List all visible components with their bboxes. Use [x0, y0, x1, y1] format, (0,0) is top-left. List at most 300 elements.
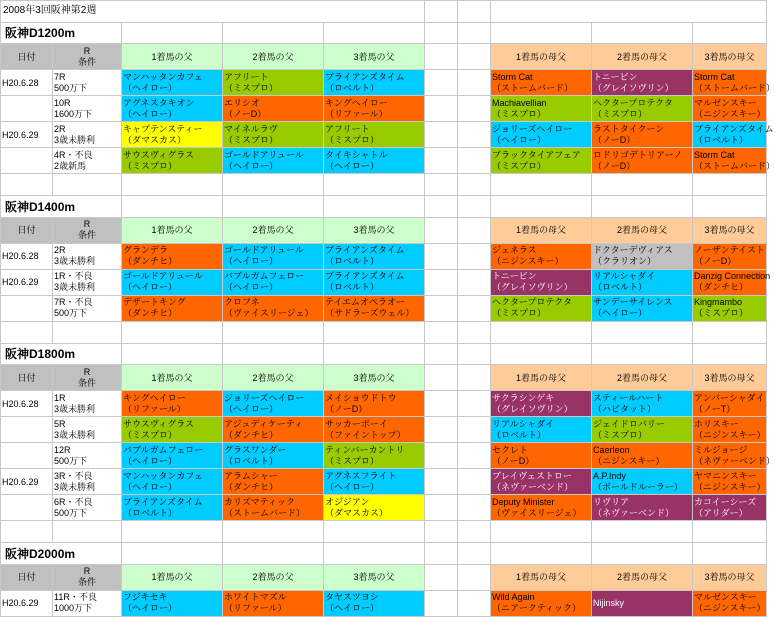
- empty-cell[interactable]: [122, 174, 223, 196]
- dam-cell[interactable]: [592, 295, 693, 321]
- header-dam2[interactable]: 2着馬の母父: [592, 365, 693, 391]
- dam-cell[interactable]: [491, 148, 592, 174]
- sire-cell[interactable]: [324, 70, 425, 96]
- sire-name: カリズマティック: [224, 496, 295, 507]
- empty-cell[interactable]: [458, 543, 491, 565]
- header-date[interactable]: 日付: [1, 365, 53, 391]
- empty-cell[interactable]: [223, 343, 324, 365]
- dam-name: ブラックタイアフェア: [492, 149, 581, 160]
- empty-cell[interactable]: [491, 196, 592, 218]
- empty-cell[interactable]: [458, 196, 491, 218]
- race-info[interactable]: [53, 417, 122, 443]
- empty-cell[interactable]: [53, 321, 122, 343]
- race-class: 500万下: [54, 455, 88, 466]
- sire-cell[interactable]: [324, 96, 425, 122]
- sire-cell[interactable]: [122, 148, 223, 174]
- empty-cell[interactable]: [425, 469, 458, 495]
- empty-cell[interactable]: [458, 443, 491, 469]
- empty-cell[interactable]: [693, 321, 767, 343]
- sire-cell[interactable]: [324, 295, 425, 321]
- sire-name: ゴールドアリュール: [123, 271, 203, 282]
- sire-line: （ロベルト）: [325, 282, 380, 293]
- empty-cell[interactable]: [122, 343, 223, 365]
- empty-cell[interactable]: [122, 321, 223, 343]
- header-dam1[interactable]: 1着馬の母父: [491, 365, 592, 391]
- header-race[interactable]: [53, 564, 122, 590]
- race-class: 2歳新馬: [54, 160, 87, 171]
- sire-cell[interactable]: [122, 443, 223, 469]
- race-date[interactable]: H20.6.28: [1, 391, 53, 417]
- header-dam3[interactable]: 3着馬の母父: [693, 564, 767, 590]
- empty-cell[interactable]: [458, 495, 491, 521]
- empty-cell[interactable]: [425, 495, 458, 521]
- header-date[interactable]: 日付: [1, 217, 53, 243]
- empty-cell[interactable]: [693, 196, 767, 218]
- dam-cell[interactable]: [592, 495, 693, 521]
- race-number: 7R・不良: [54, 297, 93, 308]
- empty-cell[interactable]: [425, 96, 458, 122]
- sire-cell[interactable]: [122, 70, 223, 96]
- empty-cell[interactable]: [458, 365, 491, 391]
- empty-cell[interactable]: [458, 590, 491, 616]
- empty-cell[interactable]: [491, 543, 592, 565]
- empty-cell[interactable]: [458, 243, 491, 269]
- sire-name: アグネスタキオン: [123, 97, 195, 108]
- empty-cell[interactable]: [458, 122, 491, 148]
- empty-cell[interactable]: [491, 321, 592, 343]
- empty-cell[interactable]: [425, 343, 458, 365]
- empty-cell[interactable]: [592, 343, 693, 365]
- empty-cell[interactable]: [458, 217, 491, 243]
- dam-name: ドクターデヴィアス: [593, 245, 673, 256]
- sire-cell[interactable]: [122, 417, 223, 443]
- empty-cell[interactable]: [425, 44, 458, 70]
- header-dam1[interactable]: 1着馬の母父: [491, 217, 592, 243]
- sire-cell[interactable]: [324, 122, 425, 148]
- dam-cell[interactable]: [491, 269, 592, 295]
- sire-cell[interactable]: [223, 148, 324, 174]
- empty-cell[interactable]: [425, 543, 458, 565]
- section-title[interactable]: 阪神D1400m: [1, 196, 122, 218]
- empty-cell[interactable]: [458, 148, 491, 174]
- empty-cell[interactable]: [1, 321, 53, 343]
- header-sire2[interactable]: 2着馬の父: [223, 217, 324, 243]
- empty-cell[interactable]: [458, 70, 491, 96]
- empty-cell[interactable]: [324, 196, 425, 218]
- dam-cell[interactable]: [592, 148, 693, 174]
- empty-cell[interactable]: [1, 521, 53, 543]
- empty-cell[interactable]: [425, 391, 458, 417]
- section-title[interactable]: 阪神D2000m: [1, 543, 122, 565]
- empty-cell[interactable]: [425, 217, 458, 243]
- empty-cell[interactable]: [223, 321, 324, 343]
- empty-cell[interactable]: [491, 22, 592, 44]
- dam-cell[interactable]: [693, 243, 767, 269]
- dam-cell[interactable]: [693, 391, 767, 417]
- empty-cell[interactable]: [491, 1, 767, 23]
- sheet-title[interactable]: 2008年3回阪神第2週: [1, 1, 425, 23]
- dam-cell[interactable]: [491, 122, 592, 148]
- race-info[interactable]: [53, 295, 122, 321]
- dam-cell[interactable]: [491, 417, 592, 443]
- dam-cell[interactable]: [693, 469, 767, 495]
- sire-line: （ミスプロ）: [123, 160, 178, 171]
- empty-cell[interactable]: [458, 295, 491, 321]
- dam-name: ブライアンズタイム: [694, 123, 774, 134]
- sire-line: （リファール）: [224, 603, 287, 614]
- sire-cell[interactable]: [223, 122, 324, 148]
- header-sire1[interactable]: 1着馬の父: [122, 365, 223, 391]
- empty-cell[interactable]: [458, 391, 491, 417]
- empty-cell[interactable]: [122, 196, 223, 218]
- race-info[interactable]: [53, 269, 122, 295]
- race-date[interactable]: H20.6.29: [1, 269, 53, 295]
- dam-name: リヴリア: [593, 496, 630, 507]
- dam-cell[interactable]: [592, 443, 693, 469]
- race-number: 5R: [54, 418, 66, 429]
- blank-row: [1, 174, 767, 196]
- dam-cell[interactable]: [592, 243, 693, 269]
- dam-line: （ミスプロ）: [492, 308, 547, 319]
- race-info[interactable]: [53, 243, 122, 269]
- empty-cell[interactable]: [458, 44, 491, 70]
- dam-cell[interactable]: [693, 417, 767, 443]
- dam-line: （ネヴァーベンド）: [694, 455, 775, 466]
- race-date[interactable]: [1, 443, 53, 469]
- race-date[interactable]: [1, 295, 53, 321]
- empty-cell[interactable]: [425, 174, 458, 196]
- dam-cell[interactable]: [592, 96, 693, 122]
- race-date[interactable]: [1, 96, 53, 122]
- empty-cell[interactable]: [458, 1, 491, 23]
- empty-cell[interactable]: [53, 521, 122, 543]
- sire-cell[interactable]: [223, 495, 324, 521]
- empty-cell[interactable]: [122, 22, 223, 44]
- empty-cell[interactable]: [425, 243, 458, 269]
- empty-cell[interactable]: [223, 543, 324, 565]
- dam-line: （ストームバード）: [694, 160, 775, 171]
- dam-cell[interactable]: [693, 495, 767, 521]
- empty-cell[interactable]: [458, 174, 491, 196]
- sire-cell[interactable]: [324, 243, 425, 269]
- race-info[interactable]: [53, 443, 122, 469]
- empty-cell[interactable]: [458, 521, 491, 543]
- empty-cell[interactable]: [223, 521, 324, 543]
- sire-cell[interactable]: [324, 590, 425, 616]
- dam-cell[interactable]: [693, 590, 767, 616]
- sire-cell[interactable]: [223, 391, 324, 417]
- dam-name: ジェネラス: [492, 245, 537, 256]
- race-info[interactable]: [53, 495, 122, 521]
- header-race[interactable]: [53, 44, 122, 70]
- empty-cell[interactable]: [324, 343, 425, 365]
- header-sire3[interactable]: 3着馬の父: [324, 365, 425, 391]
- sire-cell[interactable]: [223, 469, 324, 495]
- dam-cell[interactable]: [491, 70, 592, 96]
- header-sire3[interactable]: 3着馬の父: [324, 564, 425, 590]
- race-date[interactable]: H20.6.29: [1, 469, 53, 495]
- header-date[interactable]: 日付: [1, 564, 53, 590]
- empty-cell[interactable]: [592, 521, 693, 543]
- sire-cell[interactable]: [324, 443, 425, 469]
- dam-line: （ニアークティック）: [492, 603, 582, 614]
- race-number: 10R: [54, 97, 71, 108]
- sire-line: （ダンチヒ）: [224, 429, 279, 440]
- sire-cell[interactable]: [122, 122, 223, 148]
- header-r: R: [83, 45, 91, 56]
- header-sire3[interactable]: 3着馬の父: [324, 217, 425, 243]
- dam-name: Danzig Connection: [694, 271, 771, 282]
- header-sire2[interactable]: 2着馬の父: [223, 44, 324, 70]
- empty-cell[interactable]: [324, 174, 425, 196]
- dam-cell[interactable]: [491, 243, 592, 269]
- header-dam2[interactable]: 2着馬の母父: [592, 564, 693, 590]
- header-dam3[interactable]: 3着馬の母父: [693, 365, 767, 391]
- sire-line: （ミスプロ）: [123, 429, 178, 440]
- sire-cell[interactable]: [324, 148, 425, 174]
- header-sire3[interactable]: 3着馬の父: [324, 44, 425, 70]
- empty-cell[interactable]: [223, 196, 324, 218]
- race-date[interactable]: [1, 417, 53, 443]
- sire-line: （ロベルト）: [224, 455, 279, 466]
- empty-cell[interactable]: [458, 96, 491, 122]
- empty-cell[interactable]: [693, 543, 767, 565]
- sire-name: テイエムオペラオー: [325, 297, 406, 308]
- race-date[interactable]: [1, 495, 53, 521]
- empty-cell[interactable]: [425, 22, 458, 44]
- sire-cell[interactable]: [122, 96, 223, 122]
- empty-cell[interactable]: [458, 417, 491, 443]
- header-dam3[interactable]: 3着馬の母父: [693, 44, 767, 70]
- dam-name: ロドリゴデトリアーノ: [593, 149, 683, 160]
- empty-cell[interactable]: [458, 22, 491, 44]
- empty-cell[interactable]: [122, 543, 223, 565]
- race-info[interactable]: [53, 96, 122, 122]
- sire-cell[interactable]: [223, 70, 324, 96]
- dam-cell[interactable]: [693, 443, 775, 469]
- empty-cell[interactable]: [425, 1, 458, 23]
- empty-cell[interactable]: [425, 295, 458, 321]
- empty-cell[interactable]: [592, 22, 693, 44]
- dam-line: （ネヴァーベンド）: [593, 507, 674, 518]
- dam-cell[interactable]: [693, 295, 767, 321]
- sire-cell[interactable]: [223, 269, 324, 295]
- sire-cell[interactable]: [324, 269, 425, 295]
- dam-cell[interactable]: [592, 469, 693, 495]
- header-race[interactable]: [53, 365, 122, 391]
- sire-cell[interactable]: [122, 590, 223, 616]
- empty-cell[interactable]: [592, 174, 693, 196]
- dam-cell[interactable]: [491, 96, 592, 122]
- dam-line: （グレイソヴリン）: [492, 282, 573, 293]
- empty-cell[interactable]: [1, 174, 53, 196]
- dam-cell[interactable]: [491, 443, 592, 469]
- empty-cell[interactable]: [592, 321, 693, 343]
- empty-cell[interactable]: [425, 196, 458, 218]
- sire-name: ジョリーズヘイロー: [224, 392, 305, 403]
- dam-cell[interactable]: [491, 391, 592, 417]
- blank-row: [1, 521, 767, 543]
- sire-cell[interactable]: [223, 590, 324, 616]
- race-row: [1, 495, 767, 521]
- empty-cell[interactable]: [491, 521, 592, 543]
- sire-line: （ヘイロー）: [123, 481, 178, 492]
- header-dam2[interactable]: 2着馬の母父: [592, 217, 693, 243]
- empty-cell[interactable]: [425, 564, 458, 590]
- section-title-row: [1, 543, 767, 565]
- header-dam2[interactable]: 2着馬の母父: [592, 44, 693, 70]
- section-title[interactable]: 阪神D1800m: [1, 343, 122, 365]
- empty-cell[interactable]: [324, 521, 425, 543]
- empty-cell[interactable]: [491, 174, 592, 196]
- dam-line: （アリダー）: [694, 507, 748, 518]
- dam-cell[interactable]: [592, 122, 693, 148]
- sire-line: （リファール）: [123, 403, 186, 414]
- empty-cell[interactable]: [223, 174, 324, 196]
- empty-cell[interactable]: [324, 321, 425, 343]
- dam-cell[interactable]: [693, 70, 775, 96]
- sire-cell[interactable]: [122, 469, 223, 495]
- dam-name: ノーザンテイスト: [694, 245, 765, 256]
- empty-cell[interactable]: [122, 521, 223, 543]
- race-class: 3歳未勝利: [54, 429, 96, 440]
- sire-name: アグネスフライト: [325, 470, 397, 481]
- sire-line: （ヘイロー）: [123, 455, 178, 466]
- empty-cell[interactable]: [324, 543, 425, 565]
- sire-cell[interactable]: [122, 269, 223, 295]
- dam-cell[interactable]: [693, 96, 767, 122]
- sire-cell[interactable]: [223, 295, 324, 321]
- empty-cell[interactable]: [324, 22, 425, 44]
- dam-cell[interactable]: [592, 269, 693, 295]
- header-date[interactable]: 日付: [1, 44, 53, 70]
- race-date[interactable]: H20.6.28: [1, 70, 53, 96]
- dam-cell[interactable]: [592, 590, 693, 616]
- sire-cell[interactable]: [223, 443, 324, 469]
- empty-cell[interactable]: [693, 343, 767, 365]
- race-info[interactable]: [53, 122, 122, 148]
- dam-cell[interactable]: [491, 495, 592, 521]
- dam-name: トニービン: [593, 71, 638, 82]
- empty-cell[interactable]: [458, 469, 491, 495]
- sire-cell[interactable]: [122, 391, 223, 417]
- empty-cell[interactable]: [458, 321, 491, 343]
- header-dam3[interactable]: 3着馬の母父: [693, 217, 767, 243]
- sire-cell[interactable]: [223, 243, 324, 269]
- race-class: 3歳未勝利: [54, 403, 96, 414]
- empty-cell[interactable]: [458, 343, 491, 365]
- sire-cell[interactable]: [324, 417, 425, 443]
- empty-cell[interactable]: [693, 22, 767, 44]
- dam-line: （ミスプロ）: [593, 108, 648, 119]
- empty-cell[interactable]: [693, 174, 767, 196]
- sire-cell[interactable]: [324, 391, 425, 417]
- dam-name: ラストタイクーン: [593, 123, 665, 134]
- sire-line: （ファイントップ）: [325, 429, 406, 440]
- sire-cell[interactable]: [122, 295, 223, 321]
- sire-line: （ヘイロー）: [123, 108, 178, 119]
- dam-cell[interactable]: [592, 417, 693, 443]
- sire-name: エリシオ: [224, 97, 261, 108]
- sire-line: （サドラーズウェル）: [325, 308, 415, 319]
- sire-cell[interactable]: [122, 495, 223, 521]
- empty-cell[interactable]: [425, 417, 458, 443]
- dam-cell[interactable]: [592, 391, 693, 417]
- sire-cell[interactable]: [122, 243, 223, 269]
- empty-cell[interactable]: [425, 443, 458, 469]
- dam-cell[interactable]: [693, 122, 774, 148]
- dam-line: （ロベルト）: [593, 282, 648, 293]
- empty-cell[interactable]: [425, 365, 458, 391]
- sire-line: （ミスプロ）: [224, 134, 279, 145]
- header-sire2[interactable]: 2着馬の父: [223, 564, 324, 590]
- dam-line: （ヘイロー）: [492, 134, 547, 145]
- section-title[interactable]: 阪神D1200m: [1, 22, 122, 44]
- empty-cell[interactable]: [458, 269, 491, 295]
- empty-cell[interactable]: [458, 564, 491, 590]
- dam-name: A.P.Indy: [593, 470, 626, 481]
- header-sire1[interactable]: 1着馬の父: [122, 217, 223, 243]
- empty-cell[interactable]: [491, 343, 592, 365]
- header-dam1[interactable]: 1着馬の母父: [491, 564, 592, 590]
- empty-cell[interactable]: [592, 196, 693, 218]
- empty-cell[interactable]: [223, 22, 324, 44]
- race-info[interactable]: [53, 469, 122, 495]
- race-date[interactable]: [1, 148, 53, 174]
- header-row: [1, 564, 767, 590]
- sire-name: デザートキング: [123, 297, 186, 308]
- empty-cell[interactable]: [693, 521, 767, 543]
- sire-cell[interactable]: [223, 417, 324, 443]
- sire-cell[interactable]: [324, 469, 425, 495]
- dam-line: （ダンチヒ）: [694, 282, 749, 293]
- header-sire2[interactable]: 2着馬の父: [223, 365, 324, 391]
- dam-cell[interactable]: [693, 148, 775, 174]
- empty-cell[interactable]: [425, 590, 458, 616]
- dam-cell[interactable]: [491, 469, 592, 495]
- header-cond: 条件: [77, 377, 96, 388]
- empty-cell[interactable]: [425, 269, 458, 295]
- dam-name: Storm Cat: [694, 71, 735, 82]
- header-dam1[interactable]: 1着馬の母父: [491, 44, 592, 70]
- dam-cell[interactable]: [491, 295, 592, 321]
- empty-cell[interactable]: [592, 543, 693, 565]
- sire-cell[interactable]: [223, 96, 324, 122]
- race-info[interactable]: [53, 70, 122, 96]
- race-date[interactable]: H20.6.29: [1, 122, 53, 148]
- dam-cell[interactable]: [592, 70, 693, 96]
- empty-cell[interactable]: [425, 321, 458, 343]
- empty-cell[interactable]: [425, 148, 458, 174]
- header-sire1[interactable]: 1着馬の父: [122, 44, 223, 70]
- race-info[interactable]: [53, 590, 122, 616]
- empty-cell[interactable]: [425, 521, 458, 543]
- empty-cell[interactable]: [53, 174, 122, 196]
- race-date[interactable]: H20.6.28: [1, 243, 53, 269]
- sire-name: ホワイトマズル: [224, 592, 287, 603]
- dam-cell[interactable]: [491, 590, 592, 616]
- race-info[interactable]: [53, 148, 122, 174]
- empty-cell[interactable]: [425, 70, 458, 96]
- race-date[interactable]: H20.6.29: [1, 590, 53, 616]
- race-info[interactable]: [53, 391, 122, 417]
- header-race[interactable]: [53, 217, 122, 243]
- empty-cell[interactable]: [425, 122, 458, 148]
- header-sire1[interactable]: 1着馬の父: [122, 564, 223, 590]
- sire-line: （ヘイロー）: [123, 282, 178, 293]
- sire-cell[interactable]: [324, 495, 425, 521]
- dam-cell[interactable]: [693, 269, 771, 295]
